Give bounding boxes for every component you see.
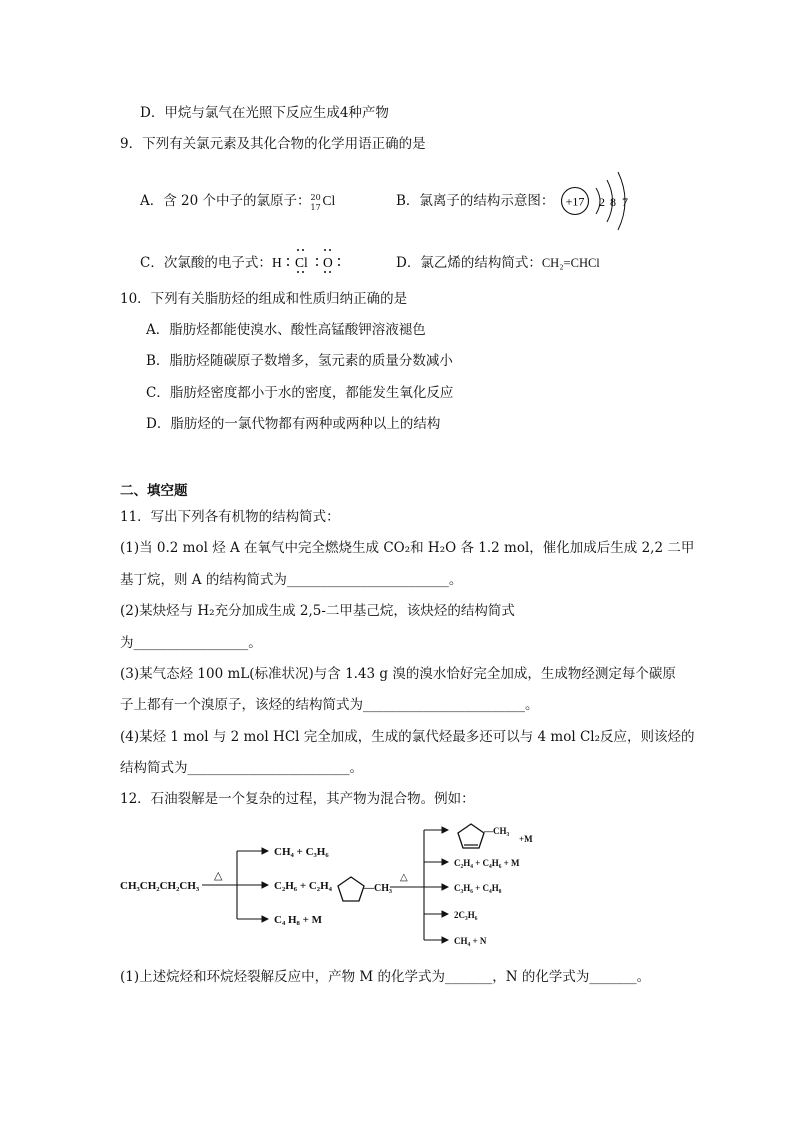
q9-option-a bbox=[140, 192, 335, 210]
product2-row2: C₂H₄ + C₄H₆ + M bbox=[454, 858, 520, 868]
q11-part1-line1: (1)当 0.2 mol 烃 A 在氧气中完全燃烧生成 CO₂和 H₂O 各 1.2 mol，催化加成后生成 2,2 二甲 bbox=[120, 540, 695, 556]
cyclopentane-ring bbox=[338, 877, 364, 901]
q12-stem: 12．石油裂解是一个复杂的过程，其产物为混合物。例如： bbox=[120, 791, 475, 807]
section-2-title: 二、填空题 bbox=[120, 483, 188, 499]
heat-symbol-1: △ bbox=[214, 870, 223, 882]
q9-b-shell1: 2 bbox=[599, 195, 605, 209]
q11-part1-line2: 基丁烷，则 A 的结构简式为________________________。 bbox=[120, 572, 463, 588]
reactant2-methyl: —CH₃ bbox=[364, 883, 392, 894]
q10-option-c: C．脂肪烃密度都小于水的密度，都能发生氧化反应 bbox=[146, 385, 454, 401]
product2-row3: C₃H₆ + C₄H₈ bbox=[454, 883, 502, 893]
cracking-reaction-scheme bbox=[115, 814, 555, 954]
q11-stem: 11．写出下列各有机物的结构简式： bbox=[120, 509, 340, 525]
q11-part3-line1: (3)某气态烃 100 mL(标准状况)与含 1.43 g 溴的溴水恰好完全加成，生成物经测定每个碳原 bbox=[120, 666, 676, 682]
product1-row2: C₂H₆ + C₂H₄ bbox=[274, 880, 332, 892]
q11-part3-line2: 子上都有一个溴原子，该烃的结构简式为________________________。 bbox=[120, 697, 539, 713]
product2-first-methyl: —CH₃ bbox=[484, 826, 510, 836]
product1-row3: C₄ H₈ + M bbox=[274, 914, 322, 926]
q9-b-nucleus: +17 bbox=[565, 194, 585, 209]
q9-d-formula: CH₂=CHCl bbox=[541, 256, 600, 270]
q11-part4-line1: (4)某烃 1 mol 与 2 mol HCl 完全加成，生成的氯代烃最多还可以与 4 mol Cl₂反应，则该烃的 bbox=[120, 729, 695, 745]
q10-stem: 10．下列有关脂肪烃的组成和性质归纳正确的是 bbox=[120, 291, 408, 307]
q9-a-mass-number: 20 bbox=[310, 193, 321, 202]
q9-a-symbol: Cl bbox=[322, 193, 336, 208]
q9-a-label: A．含 20 个中子的氯原子： bbox=[140, 193, 311, 209]
q8-option-d: D．甲烷与氯气在光照下反应生成4种产物 bbox=[140, 105, 389, 121]
q9-a-atomic-number: 17 bbox=[310, 203, 321, 212]
q9-option-d bbox=[396, 254, 600, 272]
q9-stem: 9．下列有关氯元素及其化合物的化学用语正确的是 bbox=[120, 136, 426, 152]
q9-c-h: H bbox=[272, 255, 282, 270]
product2-row5: CH₄ + N bbox=[454, 936, 487, 946]
q12-part1: (1)上述烷烃和环烷烃裂解反应中，产物 M 的化学式为_______，N 的化学式为_______。 bbox=[120, 969, 651, 985]
hypochlorous-acid-electron-formula bbox=[270, 246, 346, 276]
q9-b-shell2: 8 bbox=[610, 195, 616, 209]
q9-c-o: O bbox=[323, 255, 333, 270]
heat-symbol-2: △ bbox=[400, 872, 408, 883]
q9-d-label: D．氯乙烯的结构简式： bbox=[396, 255, 542, 271]
q11-part2-line2: 为_________________。 bbox=[120, 635, 262, 651]
q9-b-shell3: 7 bbox=[622, 195, 628, 209]
q9-option-c-label: C．次氯酸的电子式： bbox=[140, 255, 272, 271]
q11-part2-line1: (2)某炔烃与 H₂充分加成生成 2,5-二甲基己烷，该炔烃的结构简式 bbox=[120, 603, 515, 619]
product2-first-plus-m: +M bbox=[519, 834, 533, 844]
q11-part4-line2: 结构简式为________________________。 bbox=[120, 760, 363, 776]
chloride-ion-structure-diagram bbox=[556, 168, 638, 234]
q9-c-cl: Cl bbox=[295, 255, 308, 270]
reactant-butane: CH₃CH₂CH₂CH₃ bbox=[120, 880, 200, 892]
product2-row4: 2C₃H₆ bbox=[454, 910, 478, 920]
q10-option-a: A．脂肪烃都能使溴水、酸性高锰酸钾溶液褪色 bbox=[146, 322, 426, 338]
q10-option-b: B．脂肪烃随碳原子数增多，氢元素的质量分数减小 bbox=[146, 353, 453, 369]
q9-a-nuclide-numbers bbox=[311, 192, 323, 210]
q9-option-b-label: B．氯离子的结构示意图： bbox=[396, 193, 555, 209]
product1-row1: CH₄ + C₃H₆ bbox=[274, 846, 329, 858]
q10-option-d: D．脂肪烃的一氯代物都有两种或两种以上的结构 bbox=[146, 416, 441, 432]
